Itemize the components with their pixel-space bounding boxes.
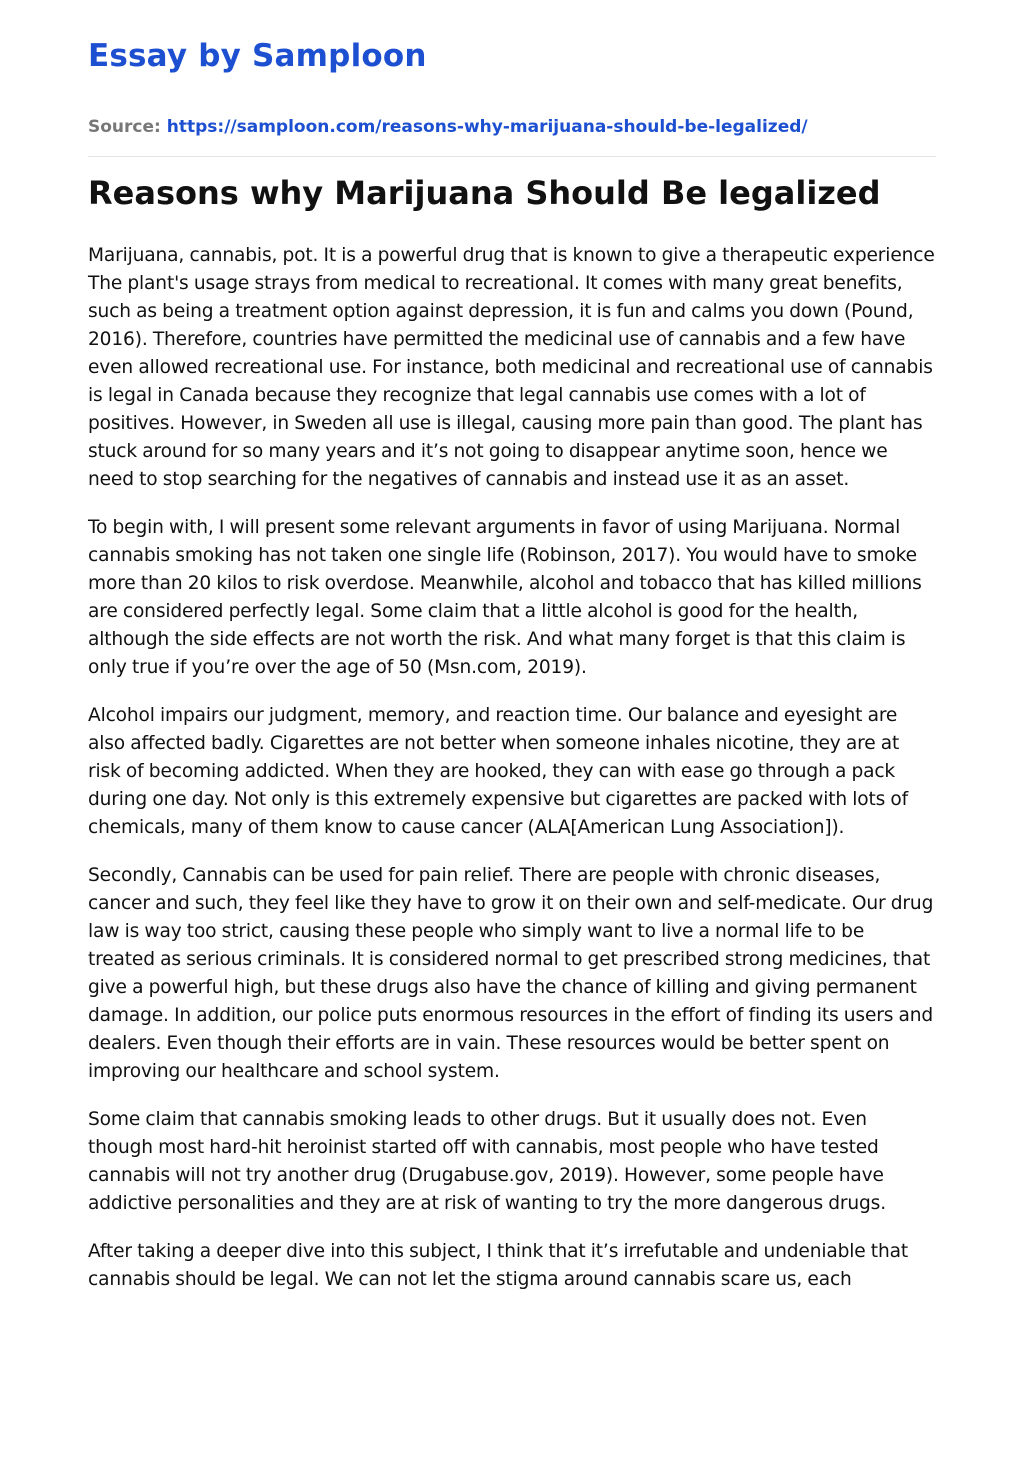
essay-title: Reasons why Marijuana Should Be legalized [88, 174, 881, 212]
essay-body [88, 242, 936, 1294]
essay-paragraph-5: Some claim that cannabis smoking leads to other drugs. But it usually does not. Even though most hard-hit heroinist started off with cannabis, most people who have tested cannabis will not try another drug (Drugabuse.gov, 2019). However, some people have addictive personalities and they are at risk of wanting to try the more dangerous drugs. [88, 1109, 886, 1214]
site-brand[interactable]: Essay by Samploon [88, 38, 427, 74]
header-divider [88, 156, 936, 157]
essay-paragraph-3: Alcohol impairs our judgment, memory, and reaction time. Our balance and eyesight are also affected badly. Cigarettes are not better when someone inhales nicotine, they are at risk of becoming addicted. When they are hooked, they can with ease go through a pack during one day. Not only is this extremely expensive but cigarettes are packed with lots of chemicals, many of them know to cause cancer (ALA[American Lung Association]). [88, 705, 909, 838]
essay-page [88, 0, 936, 1314]
source-link[interactable]: https://samploon.com/reasons-why-marijuana-should-be-legalized/ [166, 117, 808, 137]
essay-paragraph-6: After taking a deeper dive into this subject, I think that it’s irrefutable and undeniable that cannabis should be legal. We can not let the stigma around cannabis scare us, each [88, 1241, 908, 1290]
source-line [88, 116, 936, 138]
essay-paragraph-1: Marijuana, cannabis, pot. It is a powerful drug that is known to give a therapeutic experience The plant's usage strays from medical to recreational. It comes with many great benefits, such as being a treatment option against depression, it is fun and calms you down (Pound, 2016). Therefore, countries have permitted the medicinal use of cannabis and a few have even allowed recreational use. For instance, both medicinal and recreational use of cannabis is legal in Canada because they recognize that legal cannabis use comes with a lot of positives. However, in Sweden all use is illegal, causing more pain than good. The plant has stuck around for so many years and it’s not going to disappear anytime soon, hence we need to stop searching for the negatives of cannabis and instead use it as an asset. [88, 245, 935, 490]
essay-paragraph-4: Secondly, Cannabis can be used for pain relief. There are people with chronic diseases, cancer and such, they feel like they have to grow it on their own and self-medicate. Our drug law is way too strict, causing these people who simply want to live a normal life to be treated as serious criminals. It is considered normal to get prescribed strong medicines, that give a powerful high, but these drugs also have the chance of killing and giving permanent damage. In addition, our police puts enormous resources in the effort of finding its users and dealers. Even though their efforts are in vain. These resources would be better spent on improving our healthcare and school system. [88, 865, 934, 1082]
essay-paragraph-2: To begin with, I will present some relevant arguments in favor of using Marijuana. Normal cannabis smoking has not taken one single life (Robinson, 2017). You would have to smoke more than 20 kilos to risk overdose. Meanwhile, alcohol and tobacco that has killed millions are considered perfectly legal. Some claim that a little alcohol is good for the health, although the side effects are not worth the risk. And what many forget is that this claim is only true if you’re over the age of 50 (Msn.com, 2019). [88, 517, 922, 678]
source-label: Source: [88, 117, 161, 137]
